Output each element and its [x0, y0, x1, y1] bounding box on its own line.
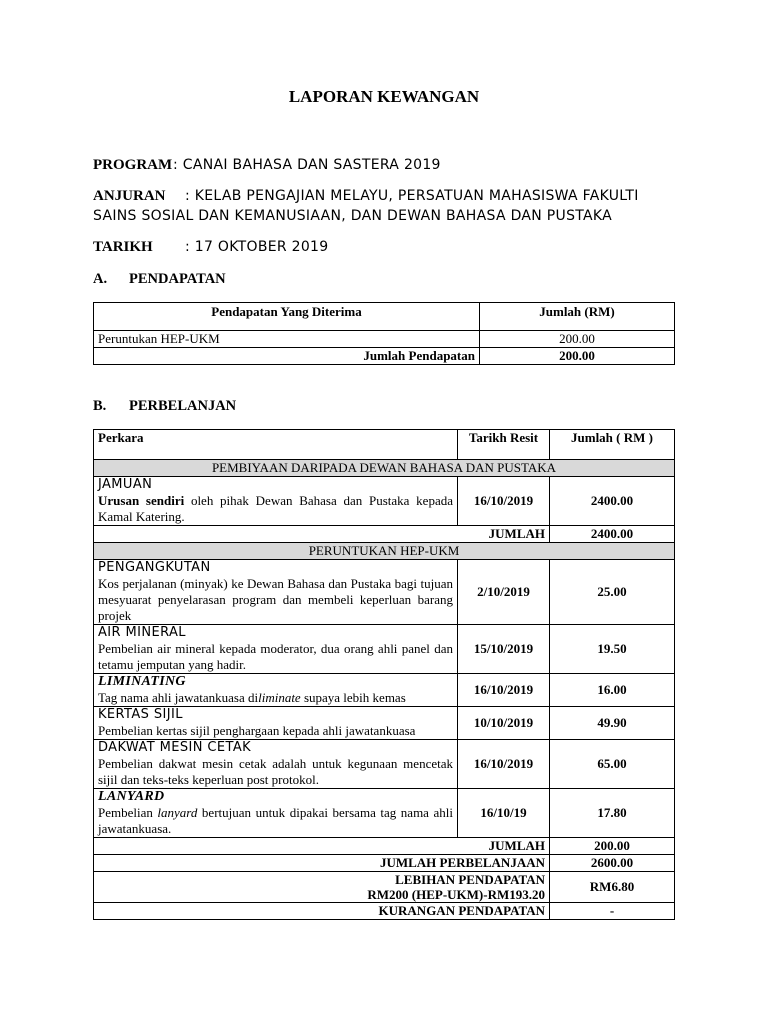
table-row — [94, 560, 675, 625]
item-desc: Pembelian air mineral kepada moderator, dua orang ahli panel dan tetamu jemputan yang hadir. — [98, 641, 453, 672]
table-row — [94, 740, 675, 789]
item-desc: Tag nama ahli jawatankuasa di — [98, 690, 259, 705]
item-date: 16/10/2019 — [458, 674, 550, 707]
section-b-label: PERBELANJAN — [129, 398, 237, 414]
item-date: 16/10/2019 — [458, 740, 550, 789]
program-label: PROGRAM — [93, 157, 173, 173]
table-header-row — [94, 303, 675, 331]
program-line — [93, 157, 441, 174]
table-row — [94, 625, 675, 674]
item-cell — [94, 674, 458, 707]
column-header: Perkara — [94, 430, 458, 460]
item-name: PENGANGKUTAN — [98, 560, 211, 575]
column-header: Jumlah ( RM ) — [550, 430, 675, 460]
item-name: LANYARD — [98, 789, 165, 804]
item-amount: 19.50 — [550, 625, 675, 674]
jumlah-perbelanjaan-label: JUMLAH PERBELANJAAN — [94, 855, 550, 872]
item-date: 2/10/2019 — [458, 560, 550, 625]
group-title: PEMBIYAAN DARIPADA DEWAN BAHASA DAN PUSTAKA — [94, 460, 675, 477]
table-row — [94, 477, 675, 526]
tarikh-value: : 17 OKTOBER 2019 — [185, 239, 329, 255]
table-row — [94, 789, 675, 838]
subtotal-row — [94, 526, 675, 543]
item-desc: Pembelian kertas sijil penghargaan kepada ahli jawatankuasa — [98, 723, 416, 738]
item-cell — [94, 625, 458, 674]
subtotal-row — [94, 838, 675, 855]
item-name: AIR MINERAL — [98, 625, 186, 640]
item-date: 16/10/19 — [458, 789, 550, 838]
table-row — [94, 707, 675, 740]
anjuran-line — [93, 188, 639, 205]
item-name: LIMINATING — [98, 674, 186, 689]
group-title: PERUNTUKAN HEP-UKM — [94, 543, 675, 560]
subtotal-value: 2400.00 — [550, 526, 675, 543]
section-a-label: PENDAPATAN — [129, 271, 226, 287]
item-desc: oleh pihak Dewan Bahasa dan Pustaka kepada Kamal Katering. — [98, 493, 453, 524]
anjuran-value-line2: SAINS SOSIAL DAN KEMANUSIAAN, DAN DEWAN BAHASA DAN PUSTAKA — [93, 208, 613, 224]
section-a-heading — [93, 271, 226, 288]
pendapatan-item: Peruntukan HEP-UKM — [94, 331, 480, 348]
item-cell — [94, 740, 458, 789]
item-cell — [94, 560, 458, 625]
section-b-letter: B. — [93, 398, 107, 414]
lebihan-label-line1: LEBIHAN PENDAPATAN — [395, 872, 545, 887]
column-header: Tarikh Resit — [458, 430, 550, 460]
program-value: : CANAI BAHASA DAN SASTERA 2019 — [173, 157, 441, 173]
lebihan-label — [94, 872, 550, 903]
spacer-cell — [94, 838, 458, 855]
jumlah-perbelanjaan-row — [94, 855, 675, 872]
kurangan-value: - — [550, 903, 675, 920]
anjuran-label: ANJURAN — [93, 188, 166, 204]
subtotal-label: JUMLAH — [458, 526, 550, 543]
total-label: Jumlah Pendapatan — [94, 348, 480, 365]
item-amount: 65.00 — [550, 740, 675, 789]
item-desc-bold: Urusan sendiri — [98, 493, 185, 508]
item-amount: 25.00 — [550, 560, 675, 625]
item-amount: 49.90 — [550, 707, 675, 740]
total-value: 200.00 — [480, 348, 675, 365]
item-desc: Kos perjalanan (minyak) ke Dewan Bahasa dan Pustaka bagi tujuan mesyuarat penyelarasan program dan membeli keperluan barang projek — [98, 576, 453, 623]
lebihan-value: RM6.80 — [550, 872, 675, 903]
item-date: 16/10/2019 — [458, 477, 550, 526]
tarikh-line — [93, 239, 329, 256]
kurangan-label: KURANGAN PENDAPATAN — [94, 903, 550, 920]
column-header: Jumlah (RM) — [480, 303, 675, 331]
anjuran-value-line1: : KELAB PENGAJIAN MELAYU, PERSATUAN MAHASISWA FAKULTI — [185, 188, 639, 204]
page-title: LAPORAN KEWANGAN — [288, 87, 480, 106]
pendapatan-table — [93, 302, 675, 365]
section-a-letter: A. — [93, 271, 108, 287]
item-desc-italic: lanyard — [157, 805, 198, 820]
group-title-row — [94, 460, 675, 477]
item-date: 15/10/2019 — [458, 625, 550, 674]
subtotal-label: JUMLAH — [458, 838, 550, 855]
spacer-cell — [94, 526, 458, 543]
lebihan-row — [94, 872, 675, 903]
item-desc-rest: bertujuan untuk dipakai bersama tag nama ahli jawatankuasa. — [98, 805, 453, 836]
item-date: 10/10/2019 — [458, 707, 550, 740]
pendapatan-amount: 200.00 — [480, 331, 675, 348]
section-b-heading — [93, 398, 237, 415]
item-amount: 16.00 — [550, 674, 675, 707]
tarikh-label: TARIKH — [93, 239, 153, 255]
item-amount: 2400.00 — [550, 477, 675, 526]
table-row — [94, 331, 675, 348]
lebihan-label-line2: RM200 (HEP-UKM)-RM193.20 — [367, 887, 545, 902]
item-desc: Pembelian dakwat mesin cetak adalah untuk kegunaan mencetak sijil dan teks-teks keperluan post protokol. — [98, 756, 453, 787]
item-desc-italic: liminate — [258, 690, 301, 705]
item-cell — [94, 477, 458, 526]
jumlah-perbelanjaan-value: 2600.00 — [550, 855, 675, 872]
item-amount: 17.80 — [550, 789, 675, 838]
item-cell — [94, 707, 458, 740]
item-cell — [94, 789, 458, 838]
table-total-row — [94, 348, 675, 365]
kurangan-row — [94, 903, 675, 920]
item-name: KERTAS SIJIL — [98, 707, 183, 722]
item-name: JAMUAN — [98, 477, 153, 492]
item-name: DAKWAT MESIN CETAK — [98, 740, 252, 755]
table-header-row — [94, 430, 675, 460]
group-title-row — [94, 543, 675, 560]
subtotal-value: 200.00 — [550, 838, 675, 855]
perbelanjaan-table — [93, 429, 675, 920]
item-desc: Pembelian — [98, 805, 158, 820]
table-row — [94, 674, 675, 707]
item-desc-rest: supaya lebih kemas — [300, 690, 406, 705]
column-header: Pendapatan Yang Diterima — [94, 303, 480, 331]
